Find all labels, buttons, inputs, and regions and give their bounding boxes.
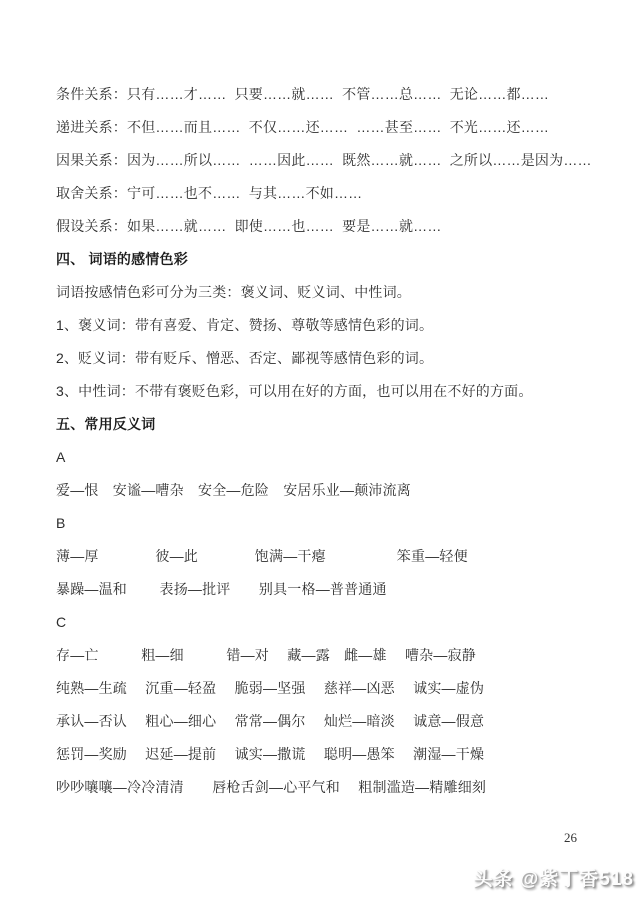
antonym-line-c3: 承认—否认 粗心—细心 常常—偶尔 灿烂—暗淡 诚意—假意 [56, 713, 485, 729]
antonym-group-letter-b: B [56, 515, 66, 531]
antonym-line-c2: 纯熟—生疏 沉重—轻盈 脆弱—坚强 慈祥—凶恶 诚实—虚伪 [56, 680, 485, 696]
relation-line-preference: 取舍关系：宁可……也不…… 与其……不如…… [56, 185, 363, 201]
document-body [56, 78, 610, 804]
relation-line-conditional: 条件关系：只有……才…… 只要……就…… 不管……总…… 无论……都…… [56, 86, 550, 102]
watermark-toutiao: 头条 @紫丁香518 [473, 869, 634, 890]
section5-heading: 五、常用反义词 [56, 416, 156, 432]
relation-line-progressive: 递进关系：不但……而且…… 不仅……还…… ……甚至…… 不光……还…… [56, 119, 550, 135]
section4-heading: 四、 词语的感情色彩 [56, 251, 188, 267]
antonym-group-letter-c: C [56, 614, 67, 630]
section4-item-neutral: 3、中性词：不带有褒贬色彩，可以用在好的方面，也可以用在不好的方面。 [56, 383, 533, 399]
section4-intro: 词语按感情色彩可分为三类：褒义词、贬义词、中性词。 [56, 284, 411, 300]
antonym-line-c4: 惩罚—奖励 迟延—提前 诚实—撒谎 聪明—愚笨 潮湿—干燥 [56, 746, 485, 762]
antonym-line-c1: 存—亡 粗—细 错—对 藏—露 雌—雄 嘈杂—寂静 [56, 647, 476, 663]
antonym-line-b2: 暴躁—温和 表扬—批评 别具一格—普普通通 [56, 581, 387, 597]
page-number: 26 [564, 830, 577, 845]
section4-item-positive: 1、褒义词：带有喜爱、肯定、赞扬、尊敬等感情色彩的词。 [56, 317, 434, 333]
section4-item-derogatory: 2、贬义词：带有贬斥、憎恶、否定、鄙视等感情色彩的词。 [56, 350, 434, 366]
relation-line-causal: 因果关系：因为……所以…… ……因此…… 既然……就…… 之所以……是因为…… [56, 152, 592, 168]
antonym-line-c5: 吵吵嚷嚷—冷冷清清 唇枪舌剑—心平气和 粗制滥造—精雕细刻 [56, 779, 487, 795]
antonym-line-b1: 薄—厚 彼—此 饱满—干瘪 笨重—轻便 [56, 548, 468, 564]
relation-line-hypothetical: 假设关系：如果……就…… 即使……也…… 要是……就…… [56, 218, 442, 234]
antonym-group-letter-a: A [56, 449, 66, 465]
antonym-line-a1: 爱—恨 安谧—嘈杂 安全—危险 安居乐业—颠沛流离 [56, 482, 411, 498]
